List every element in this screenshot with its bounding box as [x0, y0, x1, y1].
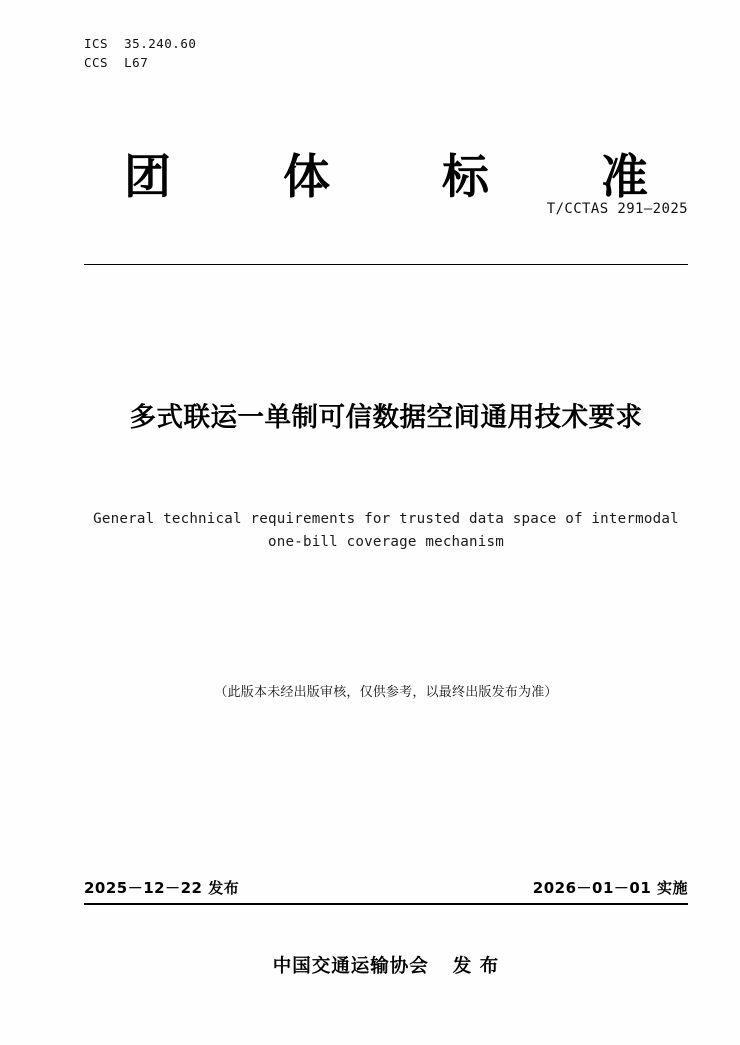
publisher-line	[84, 952, 688, 978]
document-type-heading	[84, 140, 688, 207]
footer-divider	[84, 903, 688, 905]
footer-dates	[84, 877, 688, 898]
ccs-label: CCS	[84, 55, 109, 70]
heading-char-3: 标	[442, 150, 489, 205]
ics-label: ICS	[84, 36, 109, 51]
standard-number: T/CCTAS 291—2025	[546, 201, 688, 217]
ics-code-row	[84, 34, 196, 53]
page-title: 多式联运一单制可信数据空间通用技术要求	[129, 402, 643, 433]
classification-codes	[84, 34, 196, 72]
header-divider	[84, 264, 688, 265]
heading-char-4: 准	[601, 150, 648, 205]
page-subtitle-english: General technical requirements for trusted data space of intermodal one-bill coverage mechanism	[93, 511, 679, 550]
issue-date: 2025－12－22 发布	[84, 879, 240, 897]
publisher-action: 发 布	[452, 956, 500, 977]
effective-date: 2026－01－01 实施	[532, 879, 688, 897]
ccs-value: L67	[124, 55, 149, 70]
heading-char-1: 团	[124, 150, 171, 205]
ics-value: 35.240.60	[124, 36, 197, 51]
ccs-code-row	[84, 53, 196, 72]
publisher-name: 中国交通运输协会	[272, 956, 429, 977]
heading-char-2: 体	[283, 150, 330, 205]
draft-disclaimer-note: （此版本未经出版审核，仅供参考，以最终出版发布为准）	[214, 685, 558, 700]
